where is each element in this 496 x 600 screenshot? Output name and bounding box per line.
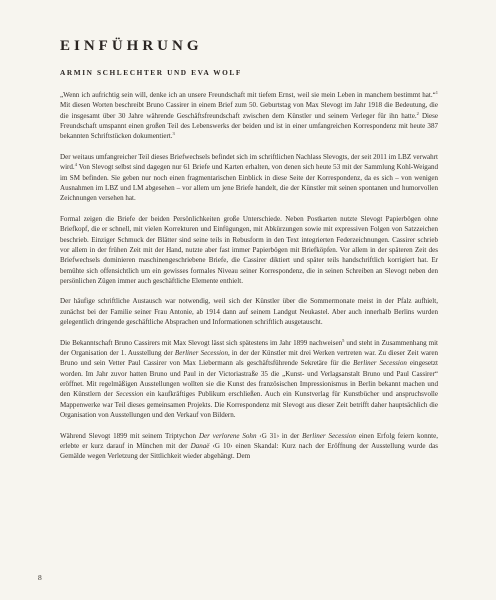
- text-run: Die Bekanntschaft Bruno Cassirers mit Max Slevogt lässt sich spätestens im Jahr 1899 nachweisen: [60, 338, 343, 347]
- chapter-authors: ARMIN SCHLECHTER UND EVA WOLF: [60, 68, 242, 77]
- italic-title: Danaë: [190, 441, 210, 450]
- body-paragraph: [60, 296, 438, 327]
- italic-title: Berliner Secession: [174, 348, 228, 357]
- text-run: ‹G 31› in der: [256, 431, 303, 440]
- footnote-marker: 1: [435, 90, 438, 95]
- text-run: einen Erfolg feiern konnte, erlebte er kurz darauf in München mit der: [60, 431, 438, 450]
- text-run: Formal zeigen die Briefe der beiden Persönlichkeiten große Unterschiede. Neben Postkarten nutzte Slevogt Papierbögen ohne Briefkopf, die er schnell, mit vielen Korrekturen und Einfügungen, mit Abkürzungen sowie mit expressiven Folgen von Satzzeichen beschrieb. Einziger Schmuck der Blätter sind seine teils in Rebusform in den Text integrierten Federzeichnungen. Cassirer schrieb vor allem in der frühen Zeit mit der Hand, nutzte aber fast immer Papierbögen mit Briefköpfen. Vor allem in der späteren Zeit des Briefwechsels dominieren maschinengeschriebene Briefe, die Cassirer diktiert und später teils handschriftlich korrigiert hat. Er bemühte sich offensichtlich um ein gewisses formales Niveau seiner Korrespondenz, die in seinen Schreiben an Slevogt neben den persönlichen Zügen immer auch geschäftliche Elemente enthielt.: [60, 214, 438, 285]
- text-run: ein kaufkräftiges Publikum erschließen. Auch ein Kunstverlag für Kunstbücher und anspruchsvolle Mappenwerke war Teil dieses gemeinsamen Projekts. Die Korrespondenz mit Slevogt aus dieser Zeit betrifft daher hauptsächlich die Organisation von Ausstellungen und den Verkauf von Bildern.: [60, 390, 439, 420]
- text-run: „Wenn ich aufrichtig sein will, denke ich an unsere Freundschaft mit tiefem Ernst, weil sie mein Leben in manchem bestimmt hat.“: [60, 91, 436, 99]
- italic-title: Berliner Secession: [302, 431, 356, 440]
- page-number: 8: [38, 573, 42, 582]
- italic-title: Berliner Secession: [353, 359, 407, 368]
- body-paragraph: [60, 152, 438, 204]
- footnote-marker: 2: [416, 110, 419, 116]
- text-run: Mit diesen Worten beschreibt Bruno Cassirer in einem Brief zum 50. Geburtstag von Max Slevogt im Jahr 1918 die Bedeutung, die die insgesamt über 30 Jahre währende Geschäftsfreundschaft zwischen dem Künstler und seinem Verleger für ihn hatte.: [60, 101, 438, 120]
- text-run: ‹G 10› einen Skandal: Kurz nach der Eröffnung der Ausstellung wurde das Gemälde wegen Verletzung der Sittlichkeit wieder abgehängt. Dem: [60, 441, 438, 461]
- body-paragraph: [60, 431, 438, 462]
- footnote-marker: 4: [74, 162, 77, 168]
- body-text: [60, 90, 438, 472]
- text-run: und steht in Zusammenhang mit der Organisation der 1. Ausstellung der: [60, 338, 439, 357]
- body-paragraph: [60, 90, 438, 142]
- body-paragraph: [60, 214, 438, 286]
- italic-title: Der verlorene Sohn: [198, 431, 257, 440]
- text-run: Während Slevogt 1899 mit seinem Triptychon: [60, 431, 199, 440]
- text-run: Von Slevogt selbst sind dagegen nur 61 Briefe und Karten erhalten, von denen sich heute 53 mit der Sammlung Kohl-Weigand im SM befinden. Sie geben nur noch einen fragmentarischen Einblick in diese Seite der Korrespondenz, da es sich – von wenigen Ausnahmen im LBZ und LM abgesehen – vor allem um jene Briefe handelt, die der Künstler mit seinen spontanen und humorvollen Zeichnungen versehen hat.: [60, 163, 438, 203]
- chapter-title: EINFÜHRUNG: [60, 38, 203, 54]
- text-run: Der häufige schriftliche Austausch war notwendig, weil sich der Künstler über die Sommermonate meist in der Pfalz aufhielt, zunächst bei der Familie seiner Frau Antonie, ab 1914 dann auf seinem Landgut Neukastel. Aber auch innerhalb Berlins wurden gelegentlich dringende geschäftliche Absprachen und Informationen schriftlich ausgetauscht.: [60, 297, 438, 327]
- footnote-marker: 5: [342, 337, 345, 343]
- text-run: eingesetzt worden. Im Jahr zuvor hatten Bruno und Paul in der Victoriastraße 35 die „Kunst- und Verlagsanstalt Bruno und Paul Cassirer“ eröffnet. Mit regelmäßigen Ausstellungen wollten sie die Kunst des französischen Impressionismus in Berlin bekannt machen und den Künstlern der: [60, 359, 439, 399]
- italic-title: Secession: [115, 390, 144, 399]
- text-run: Der weitaus umfangreicher Teil dieses Briefwechsels befindet sich im schriftlichen Nachlass Slevogts, der seit 2011 im LBZ verwahrt wird.: [60, 152, 438, 172]
- footnote-marker: 3: [172, 131, 175, 137]
- body-paragraph: [60, 338, 438, 421]
- text-run: Diese Freundschaft umspannt einen großen Teil des Lebenswerks der beiden und ist in einer umfangreichen Korrespondenz mit heute 387 bekannten Schriftstücken dokumentiert.: [60, 111, 438, 141]
- text-run: , in der der Künstler mit drei Werken vertreten war. Zu dieser Zeit waren Bruno und sein Vetter Paul Cassirer von Max Liebermann als geschäftsführende Sekretäre für die: [60, 348, 438, 368]
